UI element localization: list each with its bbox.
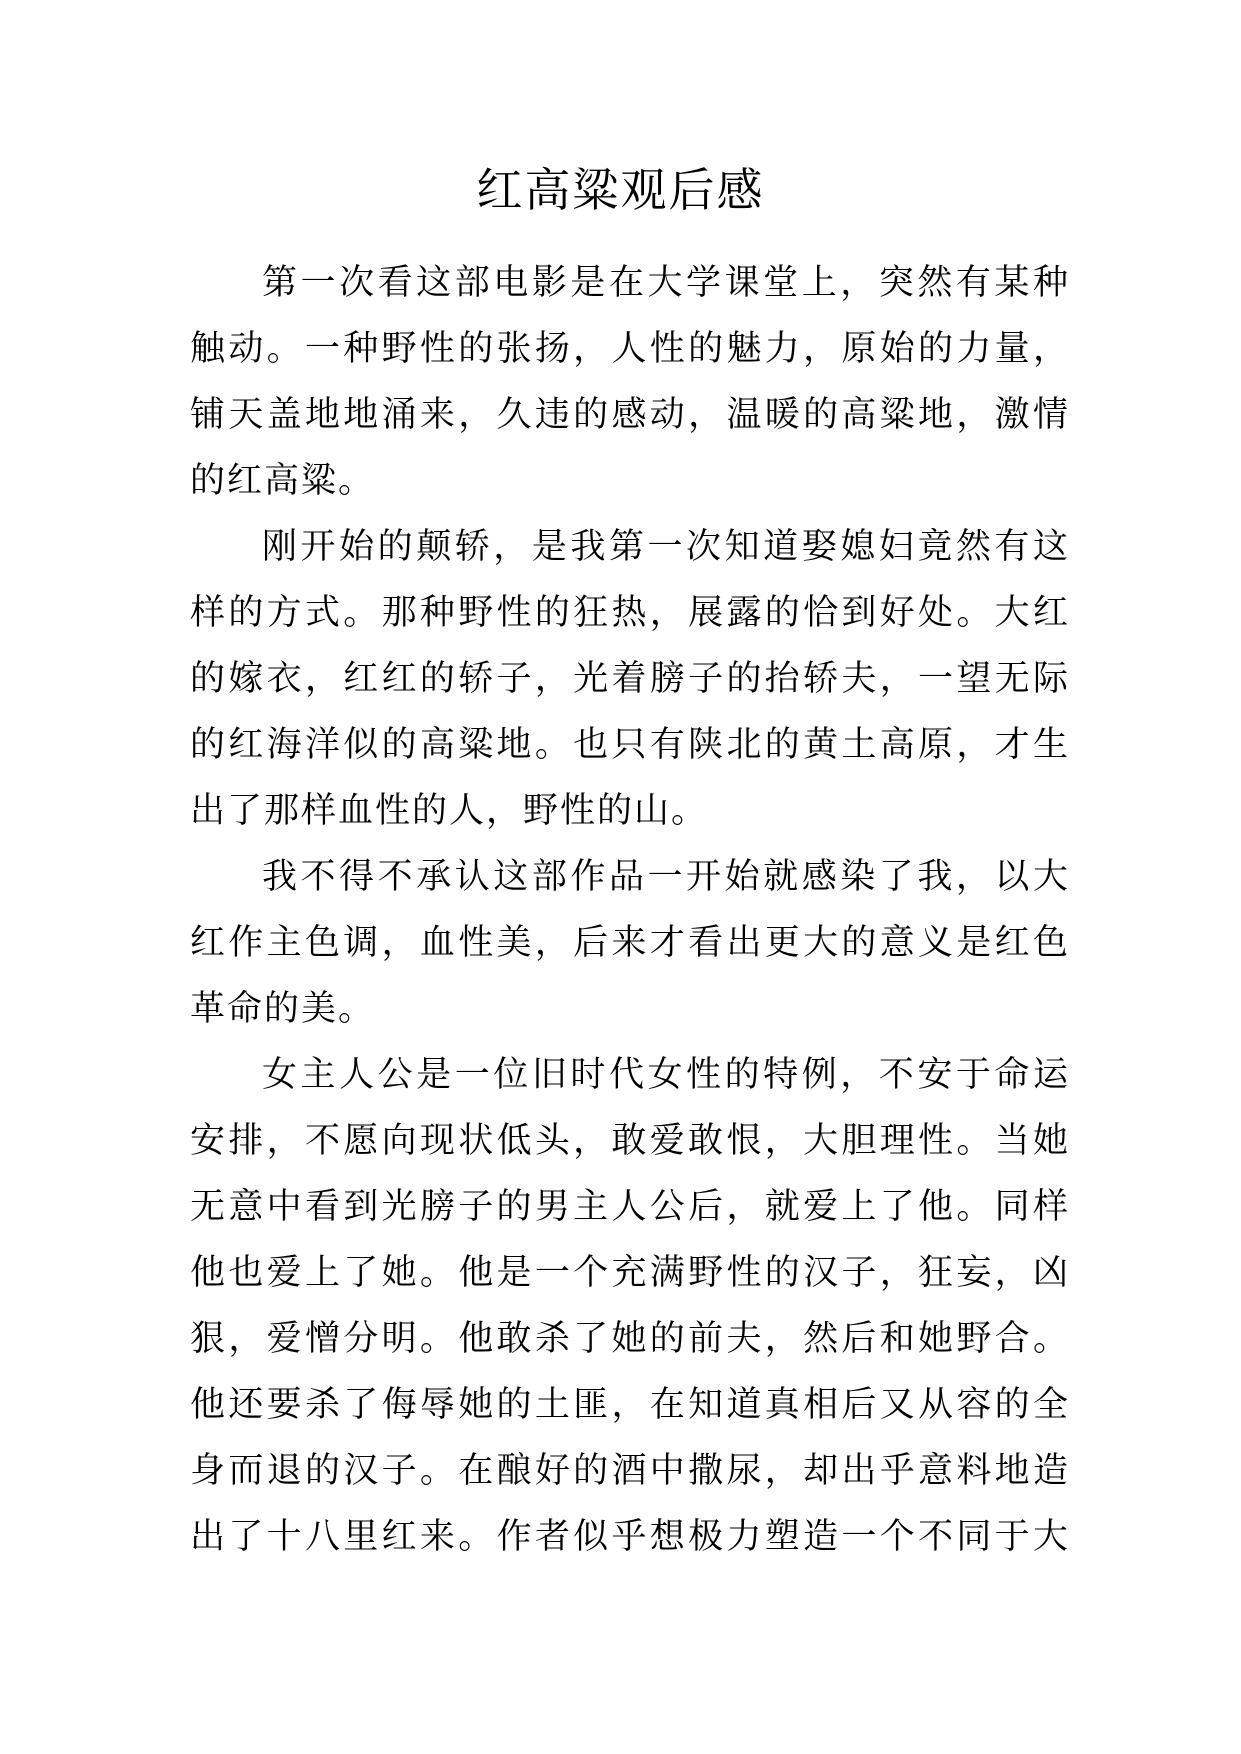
text-line: 女主人公是一位旧时代女性的特例，不安于命运 [262, 1055, 1070, 1095]
text-line: 出了十八里红来。作者似乎想极力塑造一个不同于大 [190, 1517, 1070, 1557]
document-title: 红高粱观后感 [476, 163, 765, 217]
paragraph [190, 844, 1070, 1042]
text-line: 的嫁衣，红红的轿子，光着膀子的抬轿夫，一望无际 [190, 659, 1070, 699]
text-line: 触动。一种野性的张扬，人性的魅力，原始的力量， [190, 329, 1070, 369]
text-line: 革命的美。 [190, 989, 376, 1029]
paragraph [190, 514, 1070, 844]
paragraph [190, 250, 1070, 514]
text-line: 的红海洋似的高粱地。也只有陕北的黄土高原，才生 [190, 725, 1070, 765]
text-line: 刚开始的颠轿，是我第一次知道娶媳妇竟然有这 [262, 527, 1070, 567]
text-line: 的红高粱。 [190, 461, 376, 501]
text-line: 无意中看到光膀子的男主人公后，就爱上了他。同样 [190, 1187, 1070, 1227]
document-body [190, 250, 1070, 1570]
text-line: 狠，爱憎分明。他敢杀了她的前夫，然后和她野合。 [190, 1319, 1070, 1359]
text-line: 第一次看这部电影是在大学课堂上，突然有某种 [262, 263, 1070, 303]
text-line: 铺天盖地地涌来，久违的感动，温暖的高粱地，激情 [190, 395, 1070, 435]
text-line: 红作主色调，血性美，后来才看出更大的意义是红色 [190, 923, 1070, 963]
text-line: 他也爱上了她。他是一个充满野性的汉子，狂妄，凶 [190, 1253, 1070, 1293]
text-line: 身而退的汉子。在酿好的酒中撒尿，却出乎意料地造 [190, 1451, 1070, 1491]
text-line: 他还要杀了侮辱她的土匪，在知道真相后又从容的全 [190, 1385, 1070, 1425]
paragraph [190, 1042, 1070, 1570]
text-line: 安排，不愿向现状低头，敢爱敢恨，大胆理性。当她 [190, 1121, 1070, 1161]
text-line: 出了那样血性的人，野性的山。 [190, 791, 709, 831]
text-line: 我不得不承认这部作品一开始就感染了我，以大 [262, 857, 1070, 897]
text-line: 样的方式。那种野性的狂热，展露的恰到好处。大红 [190, 593, 1070, 633]
